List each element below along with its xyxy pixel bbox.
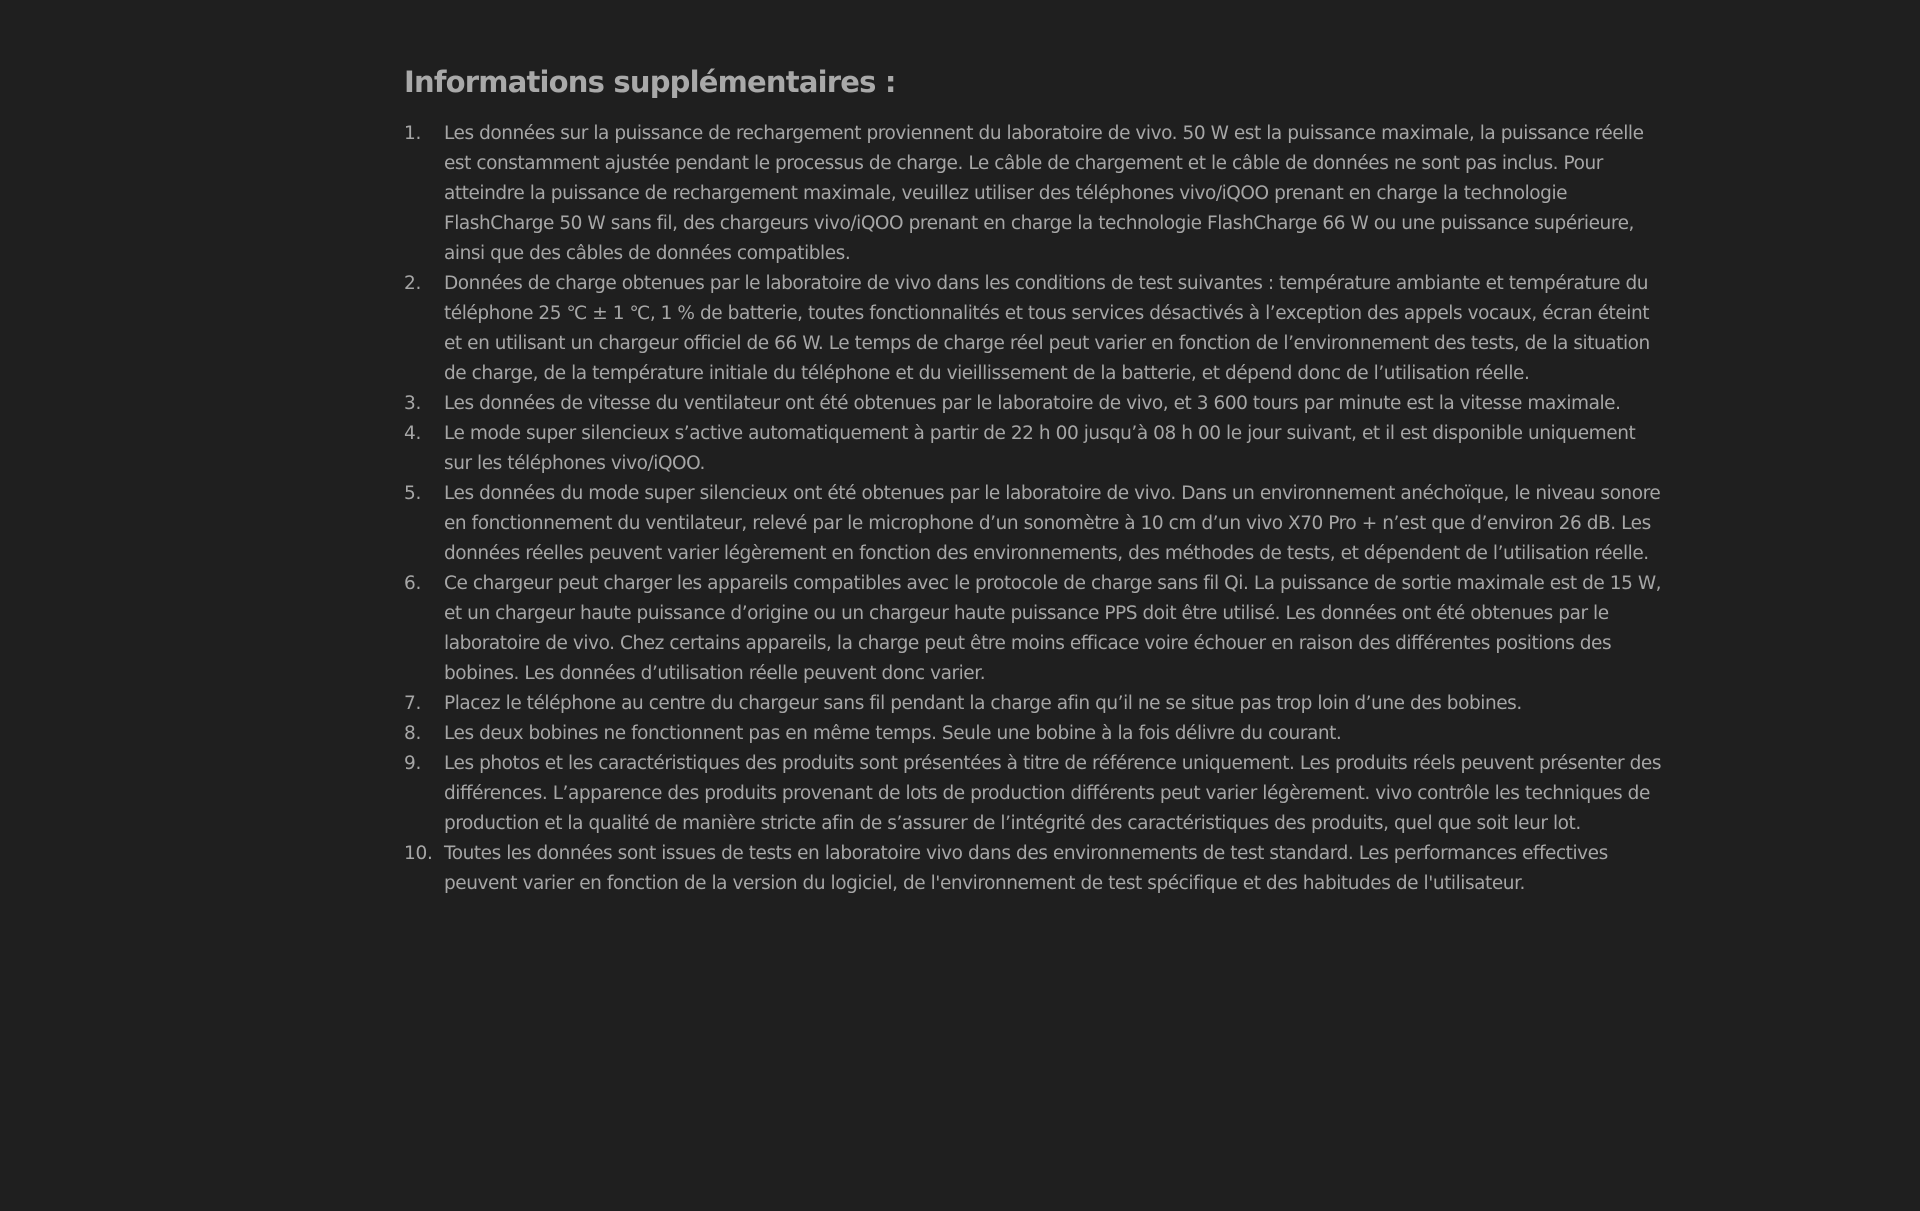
note-text: Données de charge obtenues par le laboratoire de vivo dans les conditions de test suivantes : température ambiante et température du téléphone 25 ℃ ± 1 ℃, 1 % de batterie, toutes fonctionnalités et tous services désactivés à l’exception des appels vocaux, écran éteint et en utilisant un chargeur officiel de 66 W. Le temps de charge réel peut varier en fonction de l’environnement des tests, de la situation de charge, de la température initiale du téléphone et du vieillissement de la batterie, et dépend donc de l’utilisation réelle. [444,273,1650,384]
note-item [404,419,1664,479]
note-number: 2. [404,273,422,294]
note-text: Placez le téléphone au centre du chargeur sans fil pendant la charge afin qu’il ne se situe pas trop loin d’une des bobines. [444,693,1522,714]
note-text: Toutes les données sont issues de tests en laboratoire vivo dans des environnements de test standard. Les performances effectives peuvent varier en fonction de la version du logiciel, de l'environnement de test spécifique et des habitudes de l'utilisateur. [444,843,1608,894]
note-number: 3. [404,393,422,414]
note-text: Les deux bobines ne fonctionnent pas en même temps. Seule une bobine à la fois délivre du courant. [444,723,1342,744]
note-item [404,719,1664,749]
note-number: 4. [404,423,422,444]
note-text: Les photos et les caractéristiques des produits sont présentées à titre de référence uniquement. Les produits réels peuvent présenter des différences. L’apparence des produits provenant de lots de production différents peut varier légèrement. vivo contrôle les techniques de production et la qualité de manière stricte afin de s’assurer de l’intégrité des caractéristiques des produits, quel que soit leur lot. [444,753,1662,834]
note-text: Le mode super silencieux s’active automatiquement à partir de 22 h 00 jusqu’à 08 h 00 le jour suivant, et il est disponible uniquement sur les téléphones vivo/iQOO. [444,423,1636,474]
note-item [404,269,1664,389]
note-item [404,119,1664,269]
note-item [404,389,1664,419]
note-text: Les données du mode super silencieux ont été obtenues par le laboratoire de vivo. Dans un environnement anéchoïque, le niveau sonore en fonctionnement du ventilateur, relevé par le microphone d’un sonomètre à 10 cm d’un vivo X70 Pro + n’est que d’environ 26 dB. Les données réelles peuvent varier légèrement en fonction des environnements, des méthodes de tests, et dépendent de l’utilisation réelle. [444,483,1661,564]
note-text: Les données sur la puissance de rechargement proviennent du laboratoire de vivo. 50 W est la puissance maximale, la puissance réelle est constamment ajustée pendant le processus de charge. Le câble de chargement et le câble de données ne sont pas inclus. Pour atteindre la puissance de rechargement maximale, veuillez utiliser des téléphones vivo/iQOO prenant en charge la technologie FlashCharge 50 W sans fil, des chargeurs vivo/iQOO prenant en charge la technologie FlashCharge 66 W ou une puissance supérieure, ainsi que des câbles de données compatibles. [444,123,1644,264]
note-number: 9. [404,753,422,774]
note-number: 6. [404,573,422,594]
note-item [404,839,1664,899]
notes-list [404,119,1664,899]
note-text: Ce chargeur peut charger les appareils compatibles avec le protocole de charge sans fil Qi. La puissance de sortie maximale est de 15 W, et un chargeur haute puissance d’origine ou un chargeur haute puissance PPS doit être utilisé. Les données ont été obtenues par le laboratoire de vivo. Chez certains appareils, la charge peut être moins efficace voire échouer en raison des différentes positions des bobines. Les données d’utilisation réelle peuvent donc varier. [444,573,1662,684]
note-number: 8. [404,723,422,744]
note-text: Les données de vitesse du ventilateur ont été obtenues par le laboratoire de vivo, et 3 600 tours par minute est la vitesse maximale. [444,393,1621,414]
note-item [404,689,1664,719]
note-number: 5. [404,483,422,504]
note-number: 10. [404,843,433,864]
section-heading: Informations supplémentaires : [404,65,896,99]
note-item [404,569,1664,689]
note-item [404,479,1664,569]
note-number: 1. [404,123,422,144]
note-item [404,749,1664,839]
additional-info-section [404,58,1664,899]
note-number: 7. [404,693,422,714]
